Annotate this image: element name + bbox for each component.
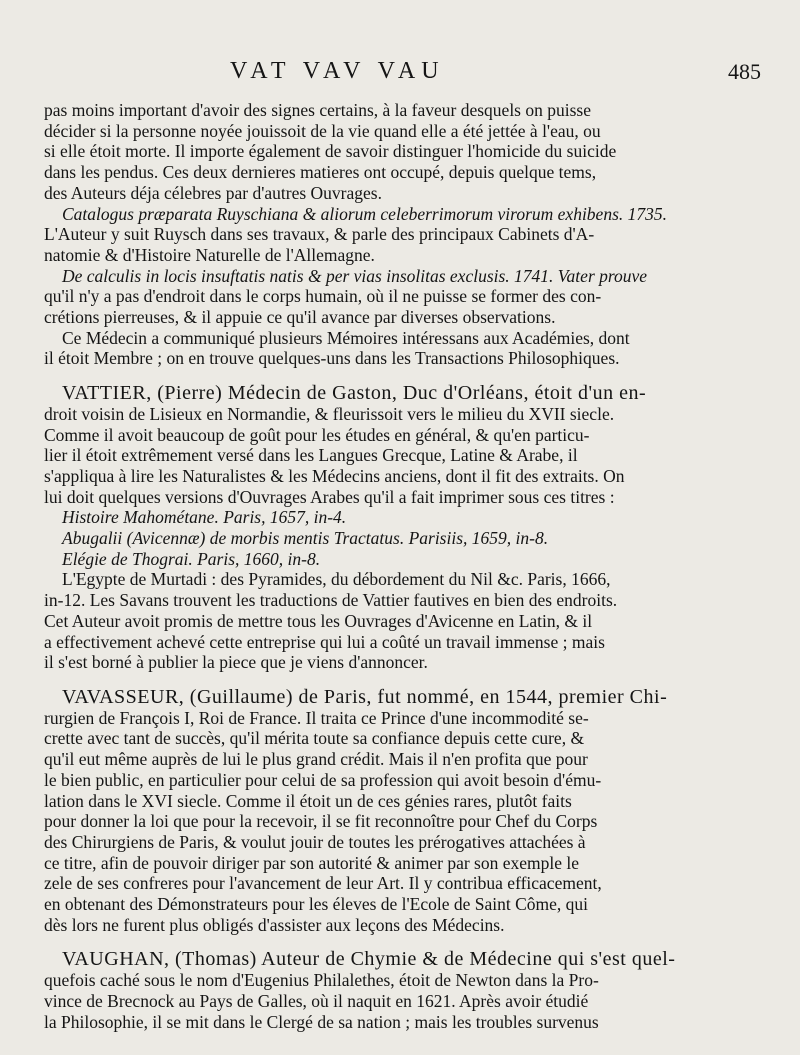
text-line: zele de ses confreres pour l'avancement de leur Art. Il y contribua efficacement,	[44, 873, 602, 894]
text-line: lier il étoit extrêmement versé dans les Langues Grecque, Latine & Arabe, il	[44, 445, 578, 466]
page-header	[0, 56, 800, 90]
text-line: il étoit Membre ; on en trouve quelques-uns dans les Transactions Philosophiques.	[44, 348, 620, 369]
book-title-line: Histoire Mahométane. Paris, 1657, in-4.	[62, 507, 347, 528]
text-line: in-12. Les Savans trouvent les traductions de Vattier fautives en bien des endroits.	[44, 590, 618, 611]
text-line: a effectivement achevé cette entreprise qui lui a coûté un travail immense ; mais	[44, 631, 605, 652]
text-line: crétions pierreuses, & il appuie ce qu'il avance par diverses observations.	[44, 307, 556, 328]
text-line: le bien public, en particulier pour celui de sa profession qui avoit besoin d'ému-	[44, 769, 602, 790]
text-line: Ce Médecin a communiqué plusieurs Mémoires intéressans aux Académies, dont	[62, 327, 630, 348]
book-title-line: Catalogus præparata Ruyschiana & aliorum celeberrimorum virorum exhibens. 1735.	[62, 203, 668, 224]
text-line: Comme il avoit beaucoup de goût pour les études en général, & qu'en particu-	[44, 424, 590, 445]
text-line: décider si la personne noyée jouissoit de la vie quand elle a été jettée à l'eau, ou	[44, 120, 601, 141]
text-line: en obtenant des Démonstrateurs pour les éleves de l'Ecole de Saint Côme, qui	[44, 894, 589, 915]
text-line: pas moins important d'avoir des signes certains, à la faveur desquels on puisse	[44, 100, 591, 120]
text-line: vince de Brecnock au Pays de Galles, où il naquit en 1621. Après avoir étudié	[44, 990, 589, 1011]
entry-heading-vaughan: VAUGHAN, (Thomas) Auteur de Chymie & de Médecine qui s'est quel-	[62, 949, 676, 971]
text-line: quefois caché sous le nom d'Eugenius Philalethes, étoit de Newton dans la Pro-	[44, 970, 599, 991]
text-line: crette avec tant de succès, qu'il mérita toute sa confiance depuis cette cure, &	[44, 728, 585, 749]
text-line: qu'il n'y a pas d'endroit dans le corps humain, où il ne puisse se former des con-	[44, 286, 602, 307]
entry-vaughan	[44, 949, 766, 1032]
text-line: L'Auteur y suit Ruysch dans ses travaux, & parle des principaux Cabinets d'A-	[44, 224, 595, 245]
text-line: droit voisin de Lisieux en Normandie, & fleurissoit vers le milieu du XVII siecle.	[44, 403, 615, 424]
paragraph-calculis	[44, 266, 766, 328]
entry-heading-vattier: VATTIER, (Pierre) Médecin de Gaston, Duc d'Orléans, étoit d'un en-	[62, 383, 647, 404]
text-line: lation dans le XVI siecle. Comme il étoit un de ces génies rares, plutôt faits	[44, 790, 572, 811]
text-line: Cet Auteur avoit promis de mettre tous les Ouvrages d'Avicenne en Latin, & il	[44, 610, 593, 631]
text-line: pour donner la loi que pour la recevoir, il se fit reconnoître pour Chef du Corps	[44, 811, 598, 832]
text-line: natomie & d'Histoire Naturelle de l'Allemagne.	[44, 244, 375, 265]
text-line: si elle étoit morte. Il importe également de savoir distinguer l'homicide du suicide	[44, 141, 617, 162]
text-line: s'appliqua à lire les Naturalistes & les Médecins anciens, dont il fit des extraits. On	[44, 465, 625, 486]
text-line: il s'est borné à publier la piece que je viens d'annoncer.	[44, 652, 428, 673]
running-title: VAT VAV VAU	[230, 58, 445, 84]
text-line: la Philosophie, il se mit dans le Clergé de sa nation ; mais les troubles survenus	[44, 1011, 599, 1032]
text-line: lui doit quelques versions d'Ouvrages Arabes qu'il a fait imprimer sous ces titres :	[44, 486, 615, 507]
text-line: des Auteurs déja célebres par d'autres Ouvrages.	[44, 182, 382, 203]
paragraph-memoires	[44, 328, 766, 369]
text-line: dans les pendus. Ces deux dernieres matieres ont occupé, depuis quelque tems,	[44, 162, 597, 183]
paragraph-drowning	[44, 100, 766, 204]
entry-heading-vavasseur: VAVASSEUR, (Guillaume) de Paris, fut nommé, en 1544, premier Chi-	[62, 686, 668, 708]
text-line: des Chirurgiens de Paris, & voulut jouir de toutes les prérogatives attachées à	[44, 831, 586, 852]
page-number: 485	[728, 59, 761, 84]
text-line: dès lors ne furent plus obligés d'assister aux leçons des Médecins.	[44, 914, 505, 935]
book-title-line: De calculis in locis insuftatis natis & per vias insolitas exclusis. 1741. Vater prouve	[62, 265, 648, 286]
body-text	[44, 100, 766, 1032]
text-line: qu'il eut même auprès de lui le plus grand crédit. Mais il n'en profita que pour	[44, 749, 588, 770]
text-line: L'Egypte de Murtadi : des Pyramides, du débordement du Nil &c. Paris, 1666,	[62, 569, 611, 590]
entry-vavasseur	[44, 687, 766, 935]
entry-vattier	[44, 383, 766, 673]
book-title-line: Elégie de Thograi. Paris, 1660, in-8.	[62, 548, 321, 569]
book-title-line: Abugalii (Avicennæ) de morbis mentis Tractatus. Parisiis, 1659, in-8.	[62, 528, 549, 549]
text-line: ce titre, afin de pouvoir diriger par son autorité & animer par son exemple le	[44, 852, 580, 873]
paragraph-catalogus	[44, 204, 766, 266]
text-line: rurgien de François I, Roi de France. Il traita ce Prince d'une incommodité se-	[44, 707, 589, 728]
